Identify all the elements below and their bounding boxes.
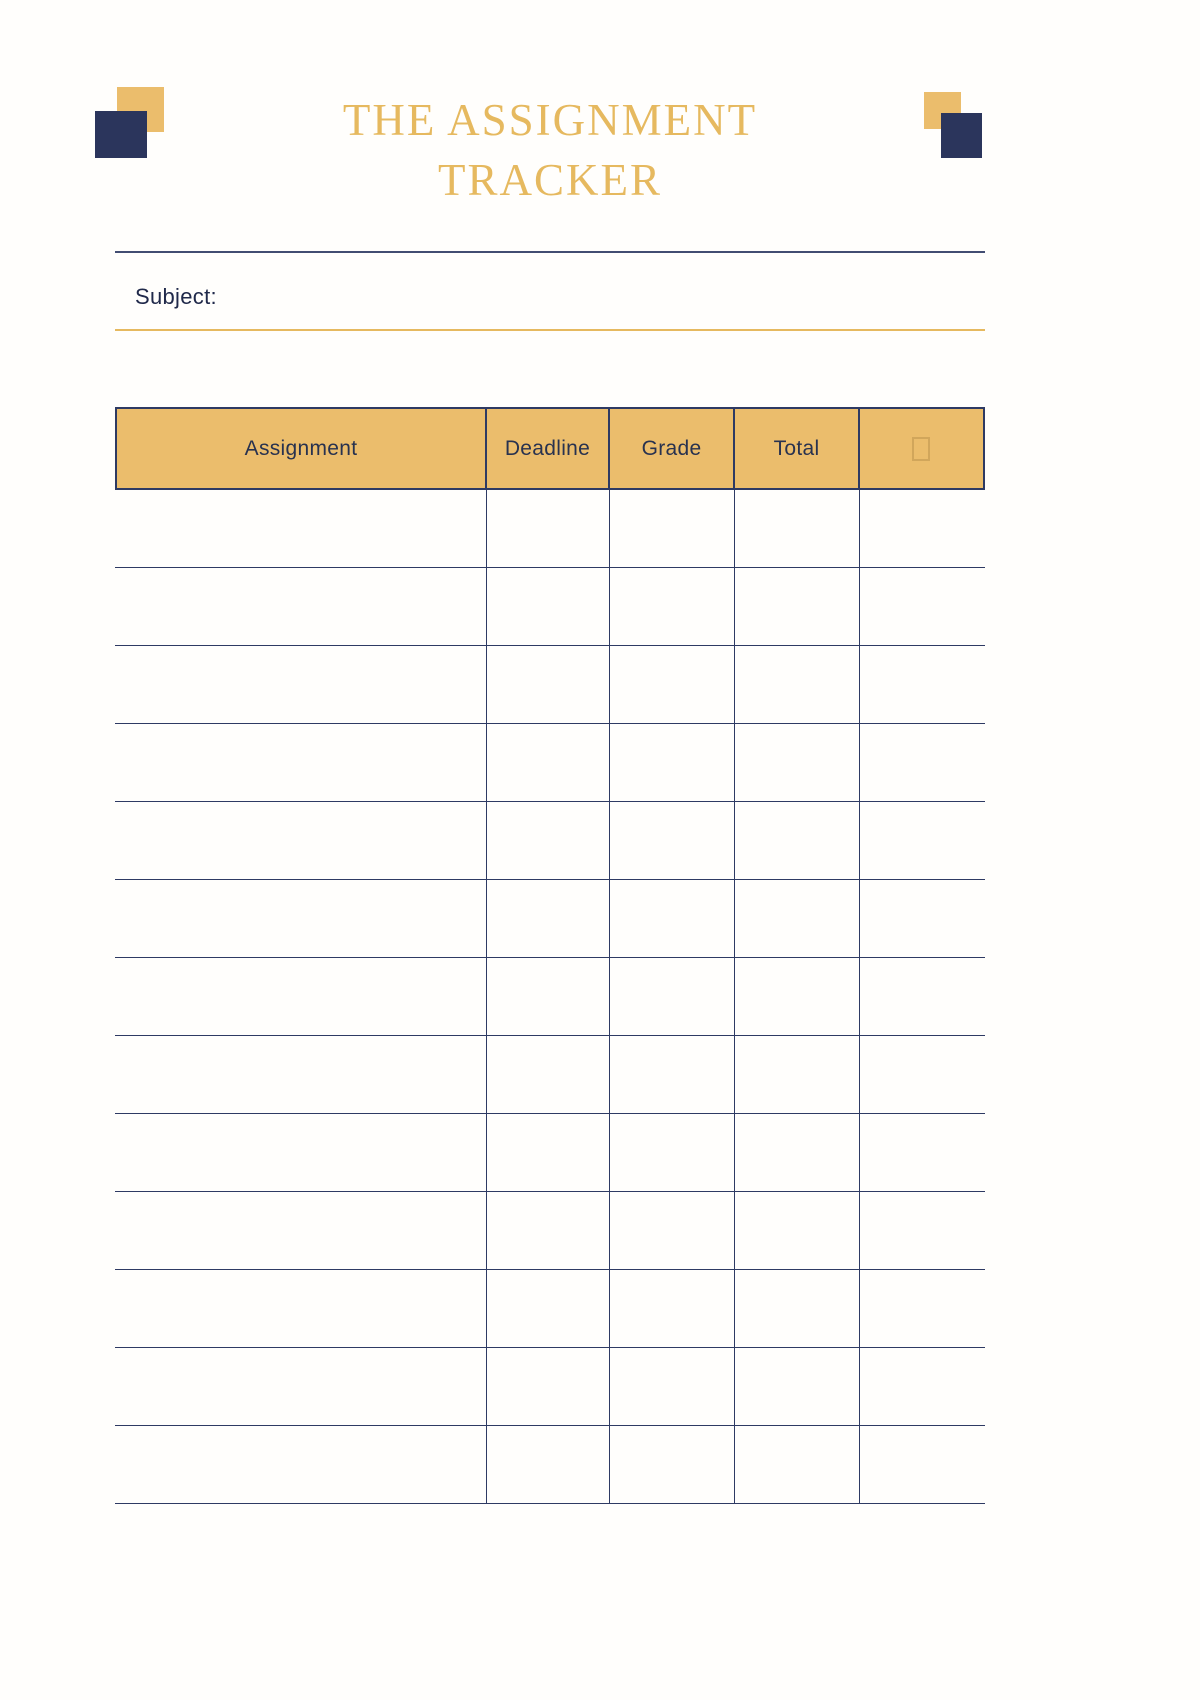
table-row [115, 880, 985, 958]
cell-deadline[interactable] [487, 490, 610, 567]
cell-deadline[interactable] [487, 1114, 610, 1191]
subject-label: Subject: [135, 284, 217, 309]
cell-deadline[interactable] [487, 1348, 610, 1425]
cell-assignment[interactable] [115, 1114, 487, 1191]
cell-grade[interactable] [610, 880, 735, 957]
cell-deadline[interactable] [487, 1426, 610, 1503]
cell-total[interactable] [735, 1036, 860, 1113]
cell-done[interactable] [860, 958, 985, 1035]
cell-assignment[interactable] [115, 1192, 487, 1269]
cell-grade[interactable] [610, 1270, 735, 1347]
cell-assignment[interactable] [115, 1270, 487, 1347]
table-row [115, 490, 985, 568]
cell-done[interactable] [860, 1348, 985, 1425]
cell-total[interactable] [735, 724, 860, 801]
cell-deadline[interactable] [487, 880, 610, 957]
cell-done[interactable] [860, 646, 985, 723]
table-row [115, 1192, 985, 1270]
cell-deadline[interactable] [487, 724, 610, 801]
column-header-grade: Grade [610, 409, 735, 488]
cell-done[interactable] [860, 724, 985, 801]
page-title-text: THE ASSIGNMENT TRACKER [342, 95, 758, 205]
cell-grade[interactable] [610, 1192, 735, 1269]
column-header-total: Total [735, 409, 860, 488]
cell-assignment[interactable] [115, 802, 487, 879]
cell-grade[interactable] [610, 646, 735, 723]
assignment-table [115, 407, 985, 1504]
cell-deadline[interactable] [487, 958, 610, 1035]
cell-deadline[interactable] [487, 1270, 610, 1347]
cell-total[interactable] [735, 646, 860, 723]
column-header-assignment: Assignment [117, 409, 487, 488]
cell-total[interactable] [735, 1114, 860, 1191]
cell-deadline[interactable] [487, 568, 610, 645]
cell-assignment[interactable] [115, 568, 487, 645]
cell-assignment[interactable] [115, 1036, 487, 1113]
table-row [115, 724, 985, 802]
cell-assignment[interactable] [115, 958, 487, 1035]
cell-total[interactable] [735, 490, 860, 567]
table-row [115, 1426, 985, 1504]
cell-done[interactable] [860, 1270, 985, 1347]
table-row [115, 958, 985, 1036]
cell-deadline[interactable] [487, 802, 610, 879]
cell-grade[interactable] [610, 724, 735, 801]
cell-grade[interactable] [610, 1348, 735, 1425]
cell-done[interactable] [860, 1192, 985, 1269]
table-row [115, 568, 985, 646]
cell-total[interactable] [735, 880, 860, 957]
cell-total[interactable] [735, 1348, 860, 1425]
column-header-done [860, 409, 981, 488]
table-row [115, 1036, 985, 1114]
cell-grade[interactable] [610, 1036, 735, 1113]
cell-total[interactable] [735, 802, 860, 879]
cell-total[interactable] [735, 568, 860, 645]
checkbox-icon [912, 437, 930, 461]
table-body [115, 490, 985, 1504]
cell-grade[interactable] [610, 1426, 735, 1503]
page-title [115, 90, 985, 210]
cell-grade[interactable] [610, 1114, 735, 1191]
cell-total[interactable] [735, 1192, 860, 1269]
cell-deadline[interactable] [487, 1036, 610, 1113]
cell-done[interactable] [860, 1036, 985, 1113]
cell-done[interactable] [860, 880, 985, 957]
cell-grade[interactable] [610, 802, 735, 879]
cell-grade[interactable] [610, 490, 735, 567]
cell-assignment[interactable] [115, 724, 487, 801]
cell-total[interactable] [735, 1426, 860, 1503]
cell-grade[interactable] [610, 568, 735, 645]
table-row [115, 1348, 985, 1426]
table-row [115, 1114, 985, 1192]
table-row [115, 802, 985, 880]
cell-total[interactable] [735, 1270, 860, 1347]
cell-deadline[interactable] [487, 1192, 610, 1269]
cell-deadline[interactable] [487, 646, 610, 723]
subject-row [135, 277, 965, 317]
cell-done[interactable] [860, 568, 985, 645]
cell-assignment[interactable] [115, 646, 487, 723]
column-header-deadline: Deadline [487, 409, 610, 488]
cell-grade[interactable] [610, 958, 735, 1035]
table-header-row [115, 407, 985, 490]
table-row [115, 1270, 985, 1348]
cell-total[interactable] [735, 958, 860, 1035]
cell-done[interactable] [860, 1114, 985, 1191]
cell-assignment[interactable] [115, 880, 487, 957]
subject-bottom-rule [115, 329, 985, 331]
subject-input[interactable] [231, 281, 965, 313]
cell-assignment[interactable] [115, 490, 487, 567]
subject-top-rule [115, 251, 985, 253]
cell-assignment[interactable] [115, 1426, 487, 1503]
cell-assignment[interactable] [115, 1348, 487, 1425]
cell-done[interactable] [860, 490, 985, 567]
table-row [115, 646, 985, 724]
cell-done[interactable] [860, 1426, 985, 1503]
cell-done[interactable] [860, 802, 985, 879]
